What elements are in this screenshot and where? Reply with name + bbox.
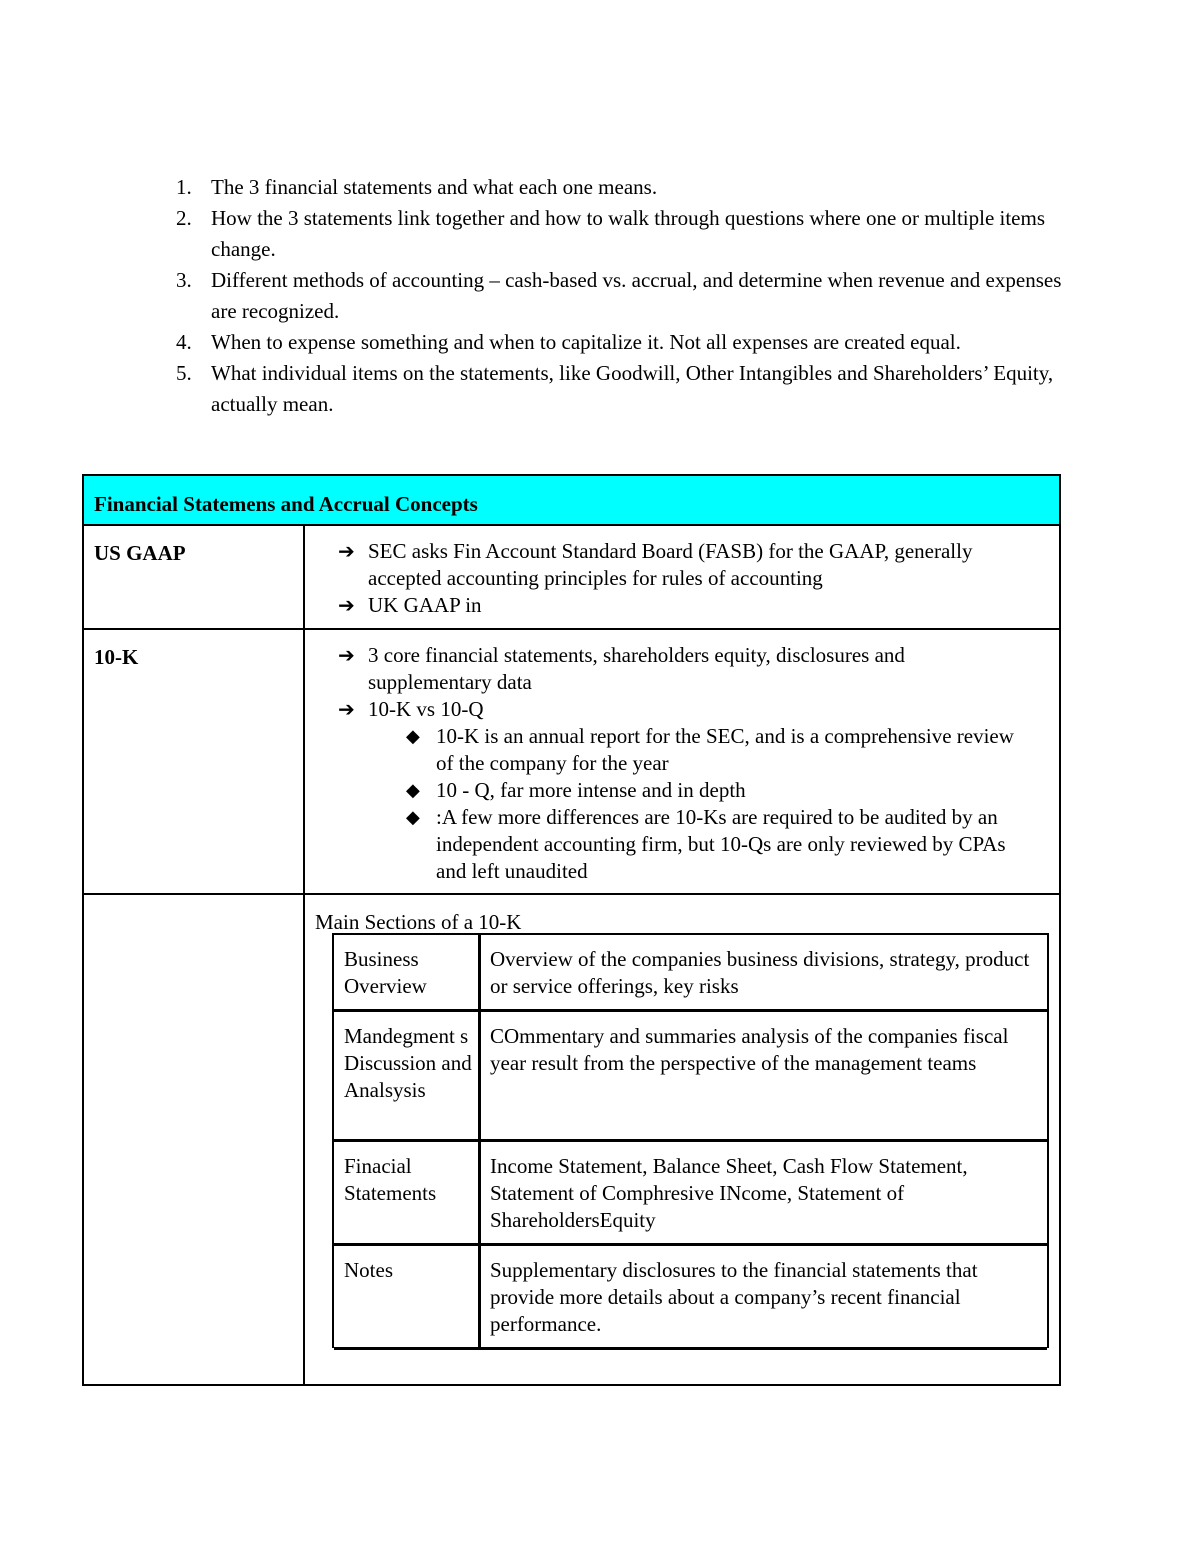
intro-text: How the 3 statements link together and how to walk through questions where one or multiple items change. — [211, 206, 1046, 261]
section-label: Notes — [344, 1258, 393, 1282]
intro-num: 2. — [176, 206, 192, 230]
section-desc: Overview of the companies business divisions, strategy, product or service offerings, key risks — [490, 947, 1030, 998]
intro-text: What individual items on the statements, like Goodwill, Other Intangibles and Shareholders’ Equity, actually mean. — [211, 361, 1054, 416]
section-desc: COmmentary and summaries analysis of the companies fiscal year result from the perspective of the management teams — [490, 1024, 1009, 1075]
sub-bullet-text: :A few more differences are 10-Ks are required to be audited by an independent accounting firm, but 10-Qs are only reviewed by CPAs and left unaudited — [436, 805, 1006, 883]
sub-bullet-text: 10 - Q, far more intense and in depth — [436, 778, 746, 802]
intro-num: 4. — [176, 330, 192, 354]
row-label-us-gaap: US GAAP — [94, 541, 186, 565]
sections-row-notes — [334, 1246, 1047, 1350]
sections-row-mdna — [334, 1012, 1047, 1142]
arrow-icon: ➔ — [338, 539, 355, 563]
intro-item-4 — [170, 327, 1070, 358]
section-desc: Supplementary disclosures to the financial statements that provide more details about a company’s recent financial performance. — [490, 1258, 978, 1336]
diamond-icon: ◆ — [406, 807, 420, 828]
sections-table — [332, 933, 1049, 1348]
intro-num: 1. — [176, 175, 192, 199]
section-desc: Income Statement, Balance Sheet, Cash Flow Statement, Statement of Comphresive INcome, Statement of ShareholdersEquity — [490, 1154, 968, 1232]
arrow-icon: ➔ — [338, 697, 355, 721]
bullet-item — [338, 592, 1008, 619]
table-row-us-gaap — [84, 526, 1059, 630]
table-title: Financial Statemens and Accrual Concepts — [94, 492, 478, 516]
intro-text: When to expense something and when to capitalize it. Not all expenses are created equal. — [211, 330, 961, 354]
diamond-icon: ◆ — [406, 780, 420, 801]
us-gaap-content — [338, 538, 1008, 619]
bullet-text: 10-K vs 10-Q — [368, 697, 484, 721]
intro-item-2 — [170, 203, 1070, 265]
intro-item-3 — [170, 265, 1070, 327]
sections-row-financial-statements — [334, 1142, 1047, 1246]
bullet-text: UK GAAP in — [368, 593, 482, 617]
diamond-icon: ◆ — [406, 726, 420, 747]
intro-num: 3. — [176, 268, 192, 292]
sections-title: Main Sections of a 10-K — [315, 910, 522, 934]
table-row-sections — [84, 895, 1059, 1384]
intro-text: Different methods of accounting – cash-based vs. accrual, and determine when revenue and expenses are recognized. — [211, 268, 1062, 323]
table-header — [84, 476, 1059, 526]
sub-bullet-text: 10-K is an annual report for the SEC, and is a comprehensive review of the company for the year — [436, 724, 1014, 775]
section-label: Business Overview — [344, 947, 427, 998]
bullet-text: SEC asks Fin Account Standard Board (FASB) for the GAAP, generally accepted accounting principles for rules of accounting — [368, 539, 973, 590]
row-label-10k: 10-K — [94, 645, 139, 669]
sub-bullet-item — [338, 804, 1018, 885]
section-label: Finacial Statements — [344, 1154, 437, 1205]
intro-num: 5. — [176, 361, 192, 385]
arrow-icon: ➔ — [338, 643, 355, 667]
bullet-item — [338, 538, 1008, 592]
concepts-table — [82, 474, 1061, 1386]
intro-text: The 3 financial statements and what each one means. — [211, 175, 658, 199]
intro-item-1 — [170, 172, 1070, 203]
sub-bullet-item — [338, 777, 1018, 804]
intro-list — [170, 172, 1070, 420]
bullet-item — [338, 696, 1008, 723]
intro-item-5 — [170, 358, 1070, 420]
sub-bullet-item — [338, 723, 1018, 777]
section-label: Mandegment s Discussion and Analsysis — [344, 1024, 472, 1102]
bullet-item — [338, 642, 1008, 696]
sections-cell — [305, 895, 1059, 1384]
arrow-icon: ➔ — [338, 593, 355, 617]
bullet-text: 3 core financial statements, shareholders equity, disclosures and supplementary data — [368, 643, 905, 694]
sections-row-business-overview — [334, 935, 1047, 1012]
table-row-10k — [84, 630, 1059, 895]
tenk-content — [338, 642, 1018, 885]
